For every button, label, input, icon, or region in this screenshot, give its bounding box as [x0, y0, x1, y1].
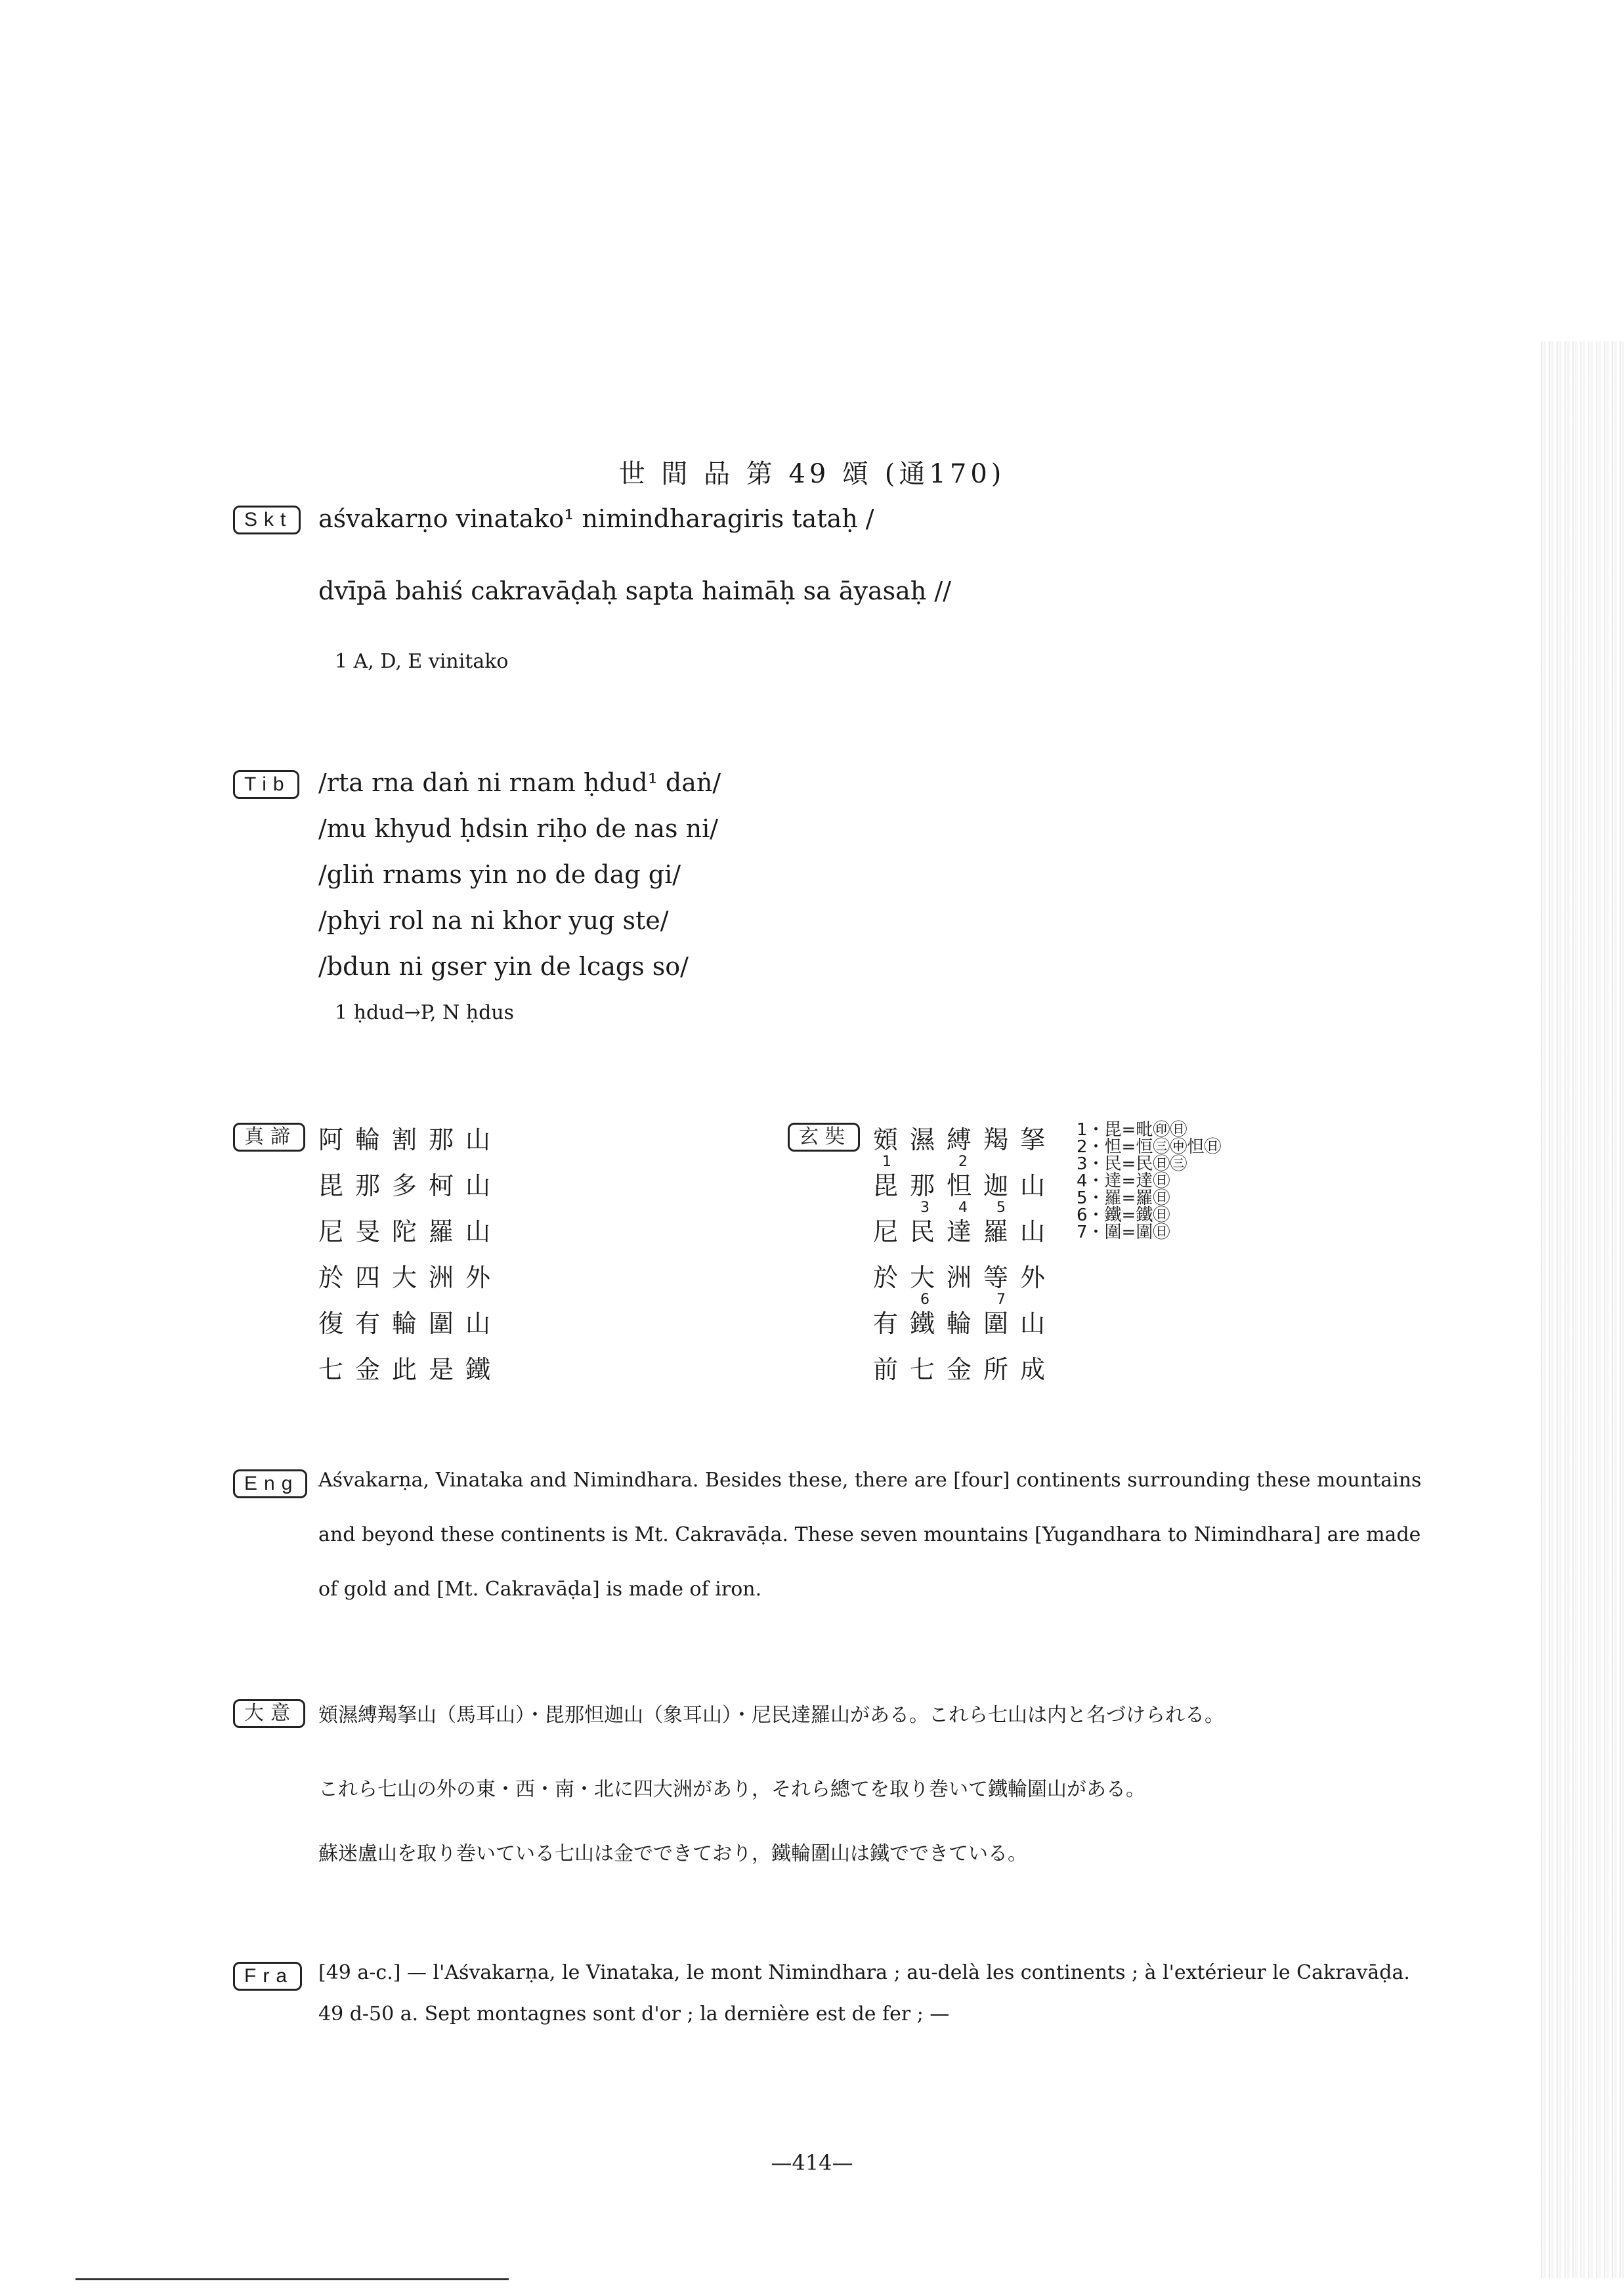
eng-line-2: and beyond these continents is Mt. Cakravāḍa. These seven mountains [Yugandhara to Nimindhara] are made: [318, 1523, 1421, 1546]
zhendi-line-3: 尼旻陀羅山: [318, 1217, 503, 1246]
skt-line-1: aśvakarṇo vinatako¹ nimindharagiris tataḥ /: [318, 504, 874, 533]
variant-note-5: 5・羅=羅㊐: [1077, 1188, 1170, 1208]
tib-line-2: /mu khyud ḥdsin riḥo de nas ni/: [318, 814, 719, 843]
fra-line-1: [49 a-c.] — l'Aśvakarṇa, le Vinataka, le mont Nimindhara ; au-delà les continents ; à l'extérieur le Cakravāḍa.: [318, 1961, 1410, 1984]
variant-marker-2: 2: [958, 1154, 968, 1170]
variant-marker-3: 3: [920, 1200, 930, 1216]
zhendi-line-4: 於四大洲外: [318, 1263, 503, 1292]
page-title: 世 間 品 第 49 頌 (通170): [618, 459, 1006, 489]
taii-line-2: これら七山の外の東・西・南・北に四大洲があり，それら總てを取り巻いて鐵輪圍山がある。: [318, 1778, 1145, 1801]
section-tag-eng: Eng: [233, 1469, 307, 1498]
variant-note-1: 1・毘=毗㊞㊐: [1077, 1120, 1187, 1140]
variant-marker-5: 5: [996, 1200, 1006, 1216]
section-tag-skt: Skt: [233, 506, 301, 534]
page-number: —414—: [771, 2150, 853, 2175]
footer-rule: [75, 2278, 509, 2280]
variant-note-2: 2・怛=恒㊂㊥怛㊐: [1077, 1137, 1222, 1157]
zhendi-line-1: 阿輪割那山: [318, 1125, 503, 1154]
section-tag-fra: Fra: [233, 1962, 302, 1991]
fra-line-2: 49 d-50 a. Sept montagnes sont d'or ; la dernière est de fer ; —: [318, 2003, 950, 2025]
zhendi-line-2: 毘那多柯山: [318, 1171, 503, 1200]
xuanzang-line-2: 毘那怛迦山: [873, 1171, 1058, 1200]
variant-note-7: 7・圍=圍㊐: [1077, 1223, 1170, 1242]
tib-line-5: /bdun ni gser yin de lcags so/: [318, 952, 689, 981]
xuanzang-line-6: 前七金所成: [873, 1355, 1058, 1384]
variant-marker-4: 4: [958, 1200, 968, 1216]
eng-line-1: Aśvakarṇa, Vinataka and Nimindhara. Besides these, there are [four] continents surrounding these mountains: [318, 1469, 1422, 1492]
skt-line-2: dvīpā bahiś cakravāḍaḥ sapta haimāḥ sa āyasaḥ //: [318, 576, 951, 605]
scan-edge-noise: [1539, 341, 1624, 2278]
variant-note-4: 4・達=達㊐: [1077, 1171, 1170, 1191]
variant-note-3: 3・民=民㊐㊂: [1077, 1154, 1187, 1174]
section-tag-taii: 大意: [233, 1699, 305, 1728]
variant-marker-7: 7: [996, 1291, 1006, 1308]
variant-marker-1: 1: [882, 1154, 891, 1170]
zhendi-line-6: 七金此是鐵: [318, 1355, 503, 1384]
eng-line-3: of gold and [Mt. Cakravāḍa] is made of iron.: [318, 1578, 762, 1601]
tib-note: 1 ḥdud→P, N ḥdus: [335, 1001, 515, 1024]
xuanzang-line-4: 於大洲等外: [873, 1263, 1058, 1292]
variant-marker-6: 6: [920, 1291, 930, 1308]
tib-line-4: /phyi rol na ni khor yug ste/: [318, 906, 669, 935]
tib-line-3: /gliṅ rnams yin no de dag gi/: [318, 860, 681, 889]
tib-line-1: /rta rna daṅ ni rnam ḥdud¹ daṅ/: [318, 768, 721, 797]
zhendi-line-5: 復有輪圍山: [318, 1309, 503, 1338]
variant-note-6: 6・鐵=鐵㊐: [1077, 1205, 1170, 1225]
xuanzang-line-5: 有鐵輪圍山: [873, 1309, 1058, 1338]
section-tag-tib: Tib: [233, 770, 299, 799]
skt-note: 1 A, D, E vinitako: [335, 650, 509, 673]
xuanzang-line-1: 頞濕縛羯拏: [873, 1125, 1058, 1154]
xuanzang-line-3: 尼民達羅山: [873, 1217, 1058, 1246]
taii-line-1: 頞濕縛羯拏山（馬耳山）・毘那怛迦山（象耳山）・尼民達羅山がある。これら七山は内と名づけられる。: [318, 1704, 1224, 1727]
section-tag-zhendi: 真諦: [233, 1123, 305, 1152]
taii-line-3: 蘇迷盧山を取り巻いている七山は金でできており，鐵輪圍山は鐵でできている。: [318, 1842, 1027, 1865]
section-tag-xuanzang: 玄奘: [788, 1123, 860, 1152]
